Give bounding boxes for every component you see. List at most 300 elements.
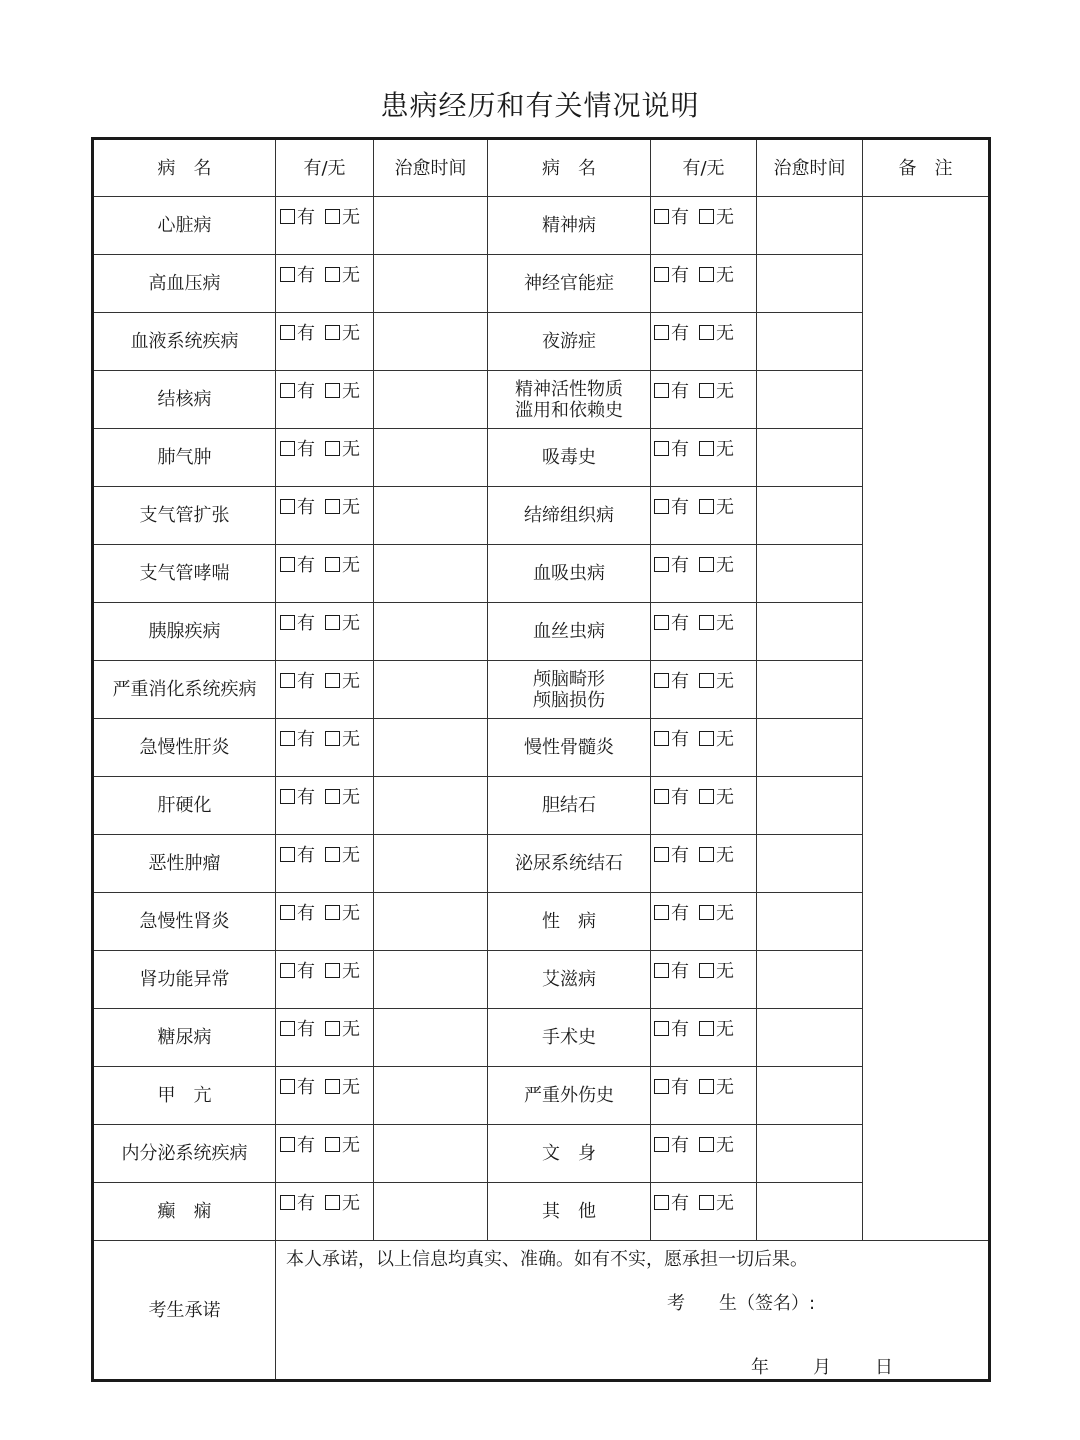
header-remarks: 备 注	[863, 139, 990, 197]
yes-no-cell-left	[276, 1067, 374, 1125]
checkbox-no-label: 无	[716, 613, 734, 634]
checkbox-yes[interactable]	[654, 325, 669, 340]
disease-name-left	[93, 545, 276, 603]
disease-name-text: 手术史	[542, 1027, 596, 1048]
checkbox-yes[interactable]	[654, 731, 669, 746]
option-no	[699, 323, 734, 344]
disease-name-text: 神经官能症	[524, 273, 614, 294]
cure-time-field-right[interactable]	[757, 255, 863, 313]
checkbox-yes[interactable]	[280, 789, 295, 804]
yes-no-cell-right	[651, 951, 757, 1009]
checkbox-no[interactable]	[325, 383, 340, 398]
pledge-row	[93, 1241, 990, 1381]
checkbox-yes-label: 有	[671, 671, 689, 692]
date-line[interactable]	[751, 1357, 893, 1378]
checkbox-yes[interactable]	[280, 731, 295, 746]
checkbox-no-label: 无	[716, 845, 734, 866]
checkbox-no-label: 无	[716, 1135, 734, 1156]
disease-name-right	[488, 1125, 651, 1183]
option-yes	[654, 729, 689, 750]
checkbox-no[interactable]	[325, 1021, 340, 1036]
option-no	[325, 1135, 360, 1156]
yes-no-cell-left	[276, 371, 374, 429]
checkbox-yes[interactable]	[280, 441, 295, 456]
option-yes	[654, 323, 689, 344]
cure-time-field-right[interactable]	[757, 893, 863, 951]
checkbox-yes[interactable]	[280, 1021, 295, 1036]
checkbox-yes-label: 有	[297, 613, 315, 634]
option-yes	[654, 207, 689, 228]
disease-name-text: 肾功能异常	[139, 969, 230, 990]
yes-no-cell-right	[651, 835, 757, 893]
option-yes	[280, 613, 315, 634]
table-row	[93, 1125, 990, 1183]
yes-no-cell-right	[651, 197, 757, 255]
cure-time-field-left[interactable]	[374, 719, 488, 777]
option-yes	[654, 497, 689, 518]
disease-name-text: 心脏病	[157, 215, 212, 236]
checkbox-no[interactable]	[699, 963, 714, 978]
option-no	[699, 671, 734, 692]
option-no	[325, 207, 360, 228]
checkbox-yes[interactable]	[280, 557, 295, 572]
checkbox-no-label: 无	[716, 207, 734, 228]
disease-name-left	[93, 1067, 276, 1125]
disease-name-right	[488, 255, 651, 313]
checkbox-no[interactable]	[325, 557, 340, 572]
yes-no-cell-right	[651, 661, 757, 719]
option-no	[325, 555, 360, 576]
option-no	[699, 265, 734, 286]
cure-time-field-right[interactable]	[757, 1067, 863, 1125]
cure-time-field-left[interactable]	[374, 603, 488, 661]
cure-time-field-right[interactable]	[757, 777, 863, 835]
option-no	[699, 1019, 734, 1040]
cure-time-field-right[interactable]	[757, 951, 863, 1009]
cure-time-field-left[interactable]	[374, 545, 488, 603]
disease-name-right	[488, 371, 651, 429]
disease-name-text: 急慢性肝炎	[139, 737, 230, 758]
cure-time-field-left[interactable]	[374, 1009, 488, 1067]
checkbox-no[interactable]	[699, 673, 714, 688]
option-no	[699, 439, 734, 460]
disease-name-right	[488, 661, 651, 719]
option-no	[699, 381, 734, 402]
table-row	[93, 835, 990, 893]
disease-name-text: 糖尿病	[157, 1027, 212, 1048]
checkbox-no[interactable]	[325, 789, 340, 804]
checkbox-yes[interactable]	[654, 1079, 669, 1094]
pledge-label: 考生承诺	[93, 1241, 276, 1381]
disease-name-right	[488, 1009, 651, 1067]
disease-name-text: 结核病	[157, 389, 212, 410]
option-yes	[280, 1077, 315, 1098]
checkbox-yes[interactable]	[654, 557, 669, 572]
cure-time-field-right[interactable]	[757, 603, 863, 661]
checkbox-no[interactable]	[699, 325, 714, 340]
option-no	[325, 729, 360, 750]
checkbox-yes-label: 有	[297, 1077, 315, 1098]
cure-time-field-right[interactable]	[757, 719, 863, 777]
signature-line[interactable]	[667, 1293, 815, 1314]
checkbox-yes[interactable]	[280, 499, 295, 514]
disease-name-text: 血吸虫病	[533, 563, 605, 584]
checkbox-yes[interactable]	[654, 1137, 669, 1152]
checkbox-no[interactable]	[699, 441, 714, 456]
disease-name-right	[488, 1183, 651, 1241]
checkbox-yes[interactable]	[654, 383, 669, 398]
disease-name-text: 文 身	[542, 1143, 596, 1164]
disease-name-left	[93, 893, 276, 951]
yes-no-cell-right	[651, 777, 757, 835]
cure-time-field-right[interactable]	[757, 197, 863, 255]
checkbox-yes[interactable]	[280, 847, 295, 862]
checkbox-no[interactable]	[699, 1021, 714, 1036]
option-no	[325, 439, 360, 460]
option-no	[699, 613, 734, 634]
disease-name-left	[93, 313, 276, 371]
checkbox-yes-label: 有	[297, 903, 315, 924]
table-row	[93, 1183, 990, 1241]
checkbox-no-label: 无	[342, 555, 360, 576]
disease-name-text: 严重外伤史	[524, 1085, 614, 1106]
cure-time-field-left[interactable]	[374, 835, 488, 893]
checkbox-no[interactable]	[699, 499, 714, 514]
checkbox-yes-label: 有	[671, 729, 689, 750]
disease-name-text: 支气管哮喘	[139, 563, 230, 584]
disease-name-right	[488, 719, 651, 777]
checkbox-yes-label: 有	[297, 497, 315, 518]
checkbox-no-label: 无	[716, 555, 734, 576]
checkbox-yes-label: 有	[671, 381, 689, 402]
checkbox-no-label: 无	[342, 903, 360, 924]
table-row	[93, 777, 990, 835]
disease-name-left	[93, 951, 276, 1009]
checkbox-yes[interactable]	[280, 905, 295, 920]
checkbox-no[interactable]	[325, 731, 340, 746]
checkbox-no[interactable]	[699, 905, 714, 920]
checkbox-no-label: 无	[342, 671, 360, 692]
disease-name-right	[488, 777, 651, 835]
yes-no-cell-left	[276, 777, 374, 835]
cure-time-field-right[interactable]	[757, 487, 863, 545]
option-yes	[654, 1077, 689, 1098]
cure-time-field-right[interactable]	[757, 545, 863, 603]
checkbox-no-label: 无	[342, 1135, 360, 1156]
checkbox-no-label: 无	[342, 439, 360, 460]
checkbox-no-label: 无	[342, 613, 360, 634]
checkbox-no[interactable]	[699, 1079, 714, 1094]
checkbox-yes-label: 有	[297, 1193, 315, 1214]
yes-no-cell-right	[651, 255, 757, 313]
option-no	[699, 961, 734, 982]
yes-no-cell-right	[651, 1183, 757, 1241]
checkbox-yes-label: 有	[671, 439, 689, 460]
option-no	[325, 1193, 360, 1214]
checkbox-yes[interactable]	[280, 267, 295, 282]
checkbox-yes[interactable]	[654, 963, 669, 978]
table-row	[93, 951, 990, 1009]
checkbox-yes[interactable]	[654, 499, 669, 514]
checkbox-no[interactable]	[699, 557, 714, 572]
checkbox-yes[interactable]	[280, 383, 295, 398]
option-yes	[654, 787, 689, 808]
disease-name-left	[93, 429, 276, 487]
checkbox-no[interactable]	[699, 789, 714, 804]
yes-no-cell-right	[651, 313, 757, 371]
disease-name-right	[488, 603, 651, 661]
yes-no-cell-right	[651, 1125, 757, 1183]
disease-name-text: 血液系统疾病	[130, 331, 239, 352]
checkbox-no[interactable]	[325, 847, 340, 862]
checkbox-yes-label: 有	[671, 323, 689, 344]
table-row	[93, 197, 990, 255]
cure-time-field-left[interactable]	[374, 777, 488, 835]
checkbox-no-label: 无	[342, 1193, 360, 1214]
checkbox-no[interactable]	[325, 615, 340, 630]
checkbox-no-label: 无	[716, 729, 734, 750]
option-yes	[280, 555, 315, 576]
disease-name-text: 泌尿系统结石	[515, 853, 623, 874]
option-yes	[280, 961, 315, 982]
option-no	[699, 729, 734, 750]
disease-name-text: 精神活性物质 滥用和依赖史	[515, 378, 623, 421]
checkbox-no-label: 无	[342, 1077, 360, 1098]
checkbox-yes-label: 有	[297, 1019, 315, 1040]
checkbox-yes[interactable]	[280, 673, 295, 688]
option-no	[325, 1019, 360, 1040]
checkbox-yes-label: 有	[671, 1193, 689, 1214]
disease-name-text: 结缔组织病	[524, 505, 614, 526]
yes-no-cell-left	[276, 951, 374, 1009]
checkbox-no[interactable]	[325, 325, 340, 340]
cure-time-field-left[interactable]	[374, 1067, 488, 1125]
option-no	[325, 381, 360, 402]
checkbox-yes[interactable]	[654, 789, 669, 804]
yes-no-cell-left	[276, 313, 374, 371]
cure-time-field-left[interactable]	[374, 429, 488, 487]
checkbox-yes[interactable]	[280, 615, 295, 630]
checkbox-no[interactable]	[699, 1195, 714, 1210]
option-no	[325, 671, 360, 692]
checkbox-no[interactable]	[699, 1137, 714, 1152]
cure-time-field-right[interactable]	[757, 429, 863, 487]
cure-time-field-left[interactable]	[374, 371, 488, 429]
checkbox-no-label: 无	[342, 207, 360, 228]
option-no	[699, 845, 734, 866]
checkbox-yes[interactable]	[280, 325, 295, 340]
option-yes	[654, 265, 689, 286]
option-no	[699, 1077, 734, 1098]
disease-name-right	[488, 893, 651, 951]
yes-no-cell-right	[651, 893, 757, 951]
checkbox-no[interactable]	[325, 1137, 340, 1152]
yes-no-cell-left	[276, 603, 374, 661]
checkbox-yes-label: 有	[671, 613, 689, 634]
cure-time-field-right[interactable]	[757, 313, 863, 371]
header-yes-no-right: 有/无	[651, 139, 757, 197]
checkbox-yes[interactable]	[654, 847, 669, 862]
checkbox-no[interactable]	[325, 673, 340, 688]
disease-name-text: 内分泌系统疾病	[121, 1143, 248, 1164]
checkbox-no-label: 无	[342, 265, 360, 286]
yes-no-cell-left	[276, 1125, 374, 1183]
disease-name-left	[93, 371, 276, 429]
disease-name-left	[93, 661, 276, 719]
option-no	[699, 555, 734, 576]
checkbox-yes[interactable]	[654, 1195, 669, 1210]
disease-name-text: 精神病	[542, 215, 596, 236]
disease-name-right	[488, 835, 651, 893]
option-yes	[280, 439, 315, 460]
checkbox-yes-label: 有	[297, 1135, 315, 1156]
checkbox-no[interactable]	[325, 267, 340, 282]
checkbox-no[interactable]	[325, 441, 340, 456]
disease-name-right	[488, 429, 651, 487]
disease-name-text: 性 病	[542, 911, 596, 932]
checkbox-no[interactable]	[325, 1195, 340, 1210]
checkbox-yes[interactable]	[654, 209, 669, 224]
checkbox-no-label: 无	[716, 265, 734, 286]
checkbox-no[interactable]	[699, 209, 714, 224]
disease-name-text: 胆结石	[542, 795, 596, 816]
cure-time-field-right[interactable]	[757, 1009, 863, 1067]
disease-name-text: 其 他	[542, 1201, 596, 1222]
disease-name-right	[488, 545, 651, 603]
disease-name-left	[93, 197, 276, 255]
disease-name-text: 高血压病	[148, 273, 221, 294]
cure-time-field-left[interactable]	[374, 951, 488, 1009]
cure-time-field-right[interactable]	[757, 1183, 863, 1241]
checkbox-no[interactable]	[325, 499, 340, 514]
option-yes	[280, 903, 315, 924]
option-yes	[654, 671, 689, 692]
checkbox-no[interactable]	[325, 209, 340, 224]
checkbox-no-label: 无	[342, 323, 360, 344]
checkbox-no-label: 无	[342, 381, 360, 402]
checkbox-yes[interactable]	[654, 673, 669, 688]
checkbox-yes[interactable]	[280, 1137, 295, 1152]
cure-time-field-right[interactable]	[757, 371, 863, 429]
pledge-statement: 本人承诺，以上信息均真实、准确。如有不实，愿承担一切后果。	[286, 1249, 808, 1270]
table-row	[93, 429, 990, 487]
table-row	[93, 545, 990, 603]
checkbox-yes[interactable]	[654, 441, 669, 456]
yes-no-cell-left	[276, 545, 374, 603]
yes-no-cell-right	[651, 603, 757, 661]
disease-name-right	[488, 1067, 651, 1125]
checkbox-yes[interactable]	[654, 905, 669, 920]
checkbox-yes[interactable]	[654, 267, 669, 282]
table-row	[93, 719, 990, 777]
cure-time-field-left[interactable]	[374, 1125, 488, 1183]
option-no	[699, 1193, 734, 1214]
checkbox-no-label: 无	[342, 729, 360, 750]
checkbox-no-label: 无	[342, 845, 360, 866]
yes-no-cell-right	[651, 1067, 757, 1125]
checkbox-no[interactable]	[325, 963, 340, 978]
option-yes	[280, 845, 315, 866]
disease-name-right	[488, 197, 651, 255]
checkbox-yes[interactable]	[280, 1195, 295, 1210]
yes-no-cell-right	[651, 429, 757, 487]
checkbox-yes[interactable]	[280, 209, 295, 224]
checkbox-no[interactable]	[699, 847, 714, 862]
checkbox-yes-label: 有	[297, 381, 315, 402]
yes-no-cell-right	[651, 487, 757, 545]
checkbox-no[interactable]	[699, 731, 714, 746]
option-yes	[280, 207, 315, 228]
year-label: 年	[751, 1357, 769, 1378]
yes-no-cell-left	[276, 719, 374, 777]
cure-time-field-left[interactable]	[374, 255, 488, 313]
checkbox-no[interactable]	[699, 267, 714, 282]
checkbox-yes-label: 有	[297, 845, 315, 866]
disease-name-text: 颅脑畸形 颅脑损伤	[533, 668, 605, 711]
cure-time-field-right[interactable]	[757, 835, 863, 893]
cure-time-field-left[interactable]	[374, 661, 488, 719]
yes-no-cell-left	[276, 1009, 374, 1067]
option-yes	[280, 1135, 315, 1156]
checkbox-yes[interactable]	[654, 1021, 669, 1036]
checkbox-no-label: 无	[342, 787, 360, 808]
yes-no-cell-left	[276, 893, 374, 951]
checkbox-no[interactable]	[325, 905, 340, 920]
checkbox-yes[interactable]	[654, 615, 669, 630]
option-yes	[280, 381, 315, 402]
option-yes	[280, 787, 315, 808]
option-no	[699, 497, 734, 518]
checkbox-yes-label: 有	[671, 265, 689, 286]
disease-name-text: 支气管扩张	[139, 505, 230, 526]
option-yes	[280, 1019, 315, 1040]
cure-time-field-left[interactable]	[374, 313, 488, 371]
disease-name-text: 肺气肿	[157, 447, 212, 468]
checkbox-yes-label: 有	[297, 671, 315, 692]
option-no	[325, 1077, 360, 1098]
table-row	[93, 313, 990, 371]
yes-no-cell-right	[651, 719, 757, 777]
checkbox-no[interactable]	[699, 383, 714, 398]
option-no	[699, 207, 734, 228]
checkbox-no-label: 无	[716, 323, 734, 344]
yes-no-cell-left	[276, 197, 374, 255]
option-yes	[654, 555, 689, 576]
cure-time-field-left[interactable]	[374, 1183, 488, 1241]
checkbox-no-label: 无	[716, 961, 734, 982]
checkbox-no[interactable]	[699, 615, 714, 630]
cure-time-field-left[interactable]	[374, 893, 488, 951]
cure-time-field-left[interactable]	[374, 197, 488, 255]
disease-name-right	[488, 313, 651, 371]
yes-no-cell-left	[276, 835, 374, 893]
cure-time-field-right[interactable]	[757, 1125, 863, 1183]
cure-time-field-right[interactable]	[757, 661, 863, 719]
cure-time-field-left[interactable]	[374, 487, 488, 545]
checkbox-no-label: 无	[716, 903, 734, 924]
yes-no-cell-left	[276, 487, 374, 545]
checkbox-yes-label: 有	[297, 729, 315, 750]
yes-no-cell-right	[651, 545, 757, 603]
option-no	[325, 787, 360, 808]
checkbox-yes[interactable]	[280, 1079, 295, 1094]
remarks-field[interactable]	[863, 197, 990, 1241]
checkbox-yes-label: 有	[297, 323, 315, 344]
option-yes	[280, 729, 315, 750]
checkbox-yes[interactable]	[280, 963, 295, 978]
checkbox-no[interactable]	[325, 1079, 340, 1094]
checkbox-yes-label: 有	[297, 555, 315, 576]
